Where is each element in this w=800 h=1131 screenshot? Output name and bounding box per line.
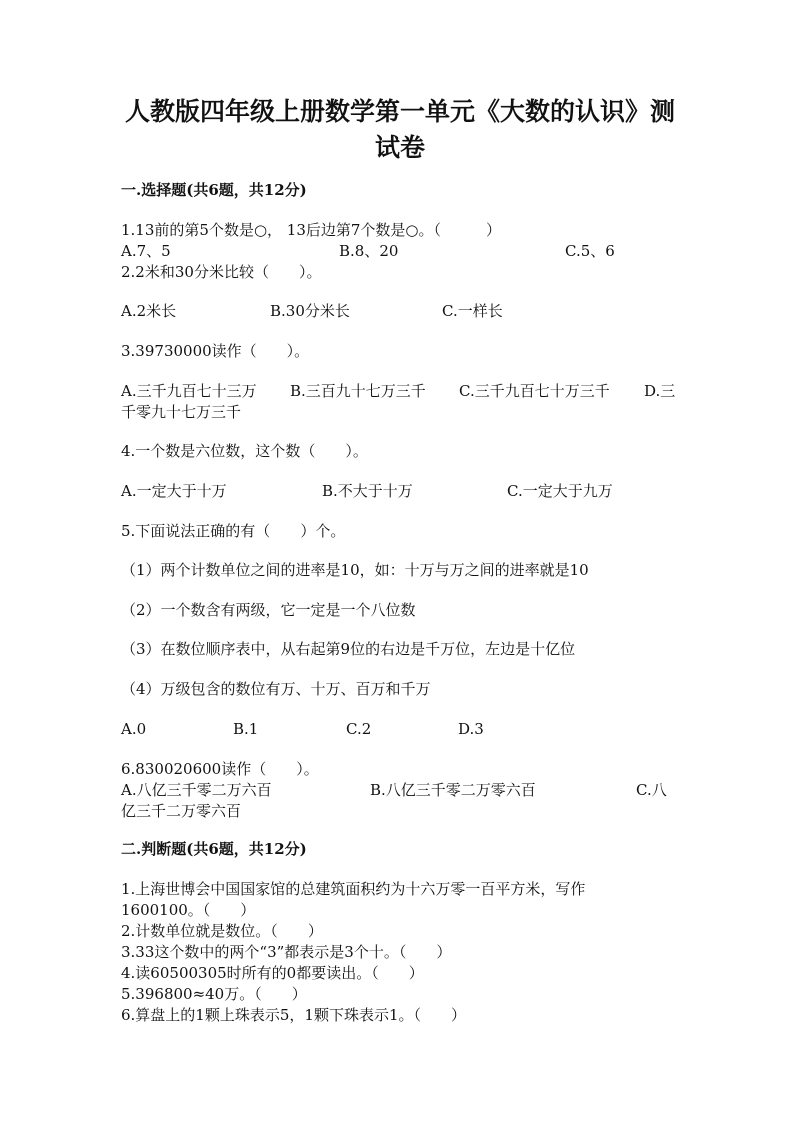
page-title-line1: 人教版四年级上册数学第一单元《大数的认识》测 [124,97,675,126]
judge-5: 5.396800≈40万。（ ） [121,985,307,1003]
judge-4: 4.读60500305时所有的0都要读出。（ ） [121,964,424,982]
q5-statement-1: （1）两个计数单位之间的进率是10，如：十万与万之间的进率就是10 [121,561,589,579]
q3-option-b: B.三百九十七万三千 [290,382,426,400]
q6-stem: 6.830020600读作（ ）。 [121,760,319,778]
judge-2: 2.计数单位就是数位。（ ） [121,922,323,940]
judge-3: 3.33这个数中的两个“3”都表示是3个十。（ ） [121,943,452,961]
section1-heading: 一.选择题(共6题，共12分) [121,181,307,199]
q2-stem: 2.2米和30分米比较（ ）。 [121,263,322,281]
q5-statement-4: （4）万级包含的数位有万、十万、百万和千万 [121,680,431,698]
judge-6: 6.算盘上的1颗上珠表示5，1颗下珠表示1。（ ） [121,1006,466,1024]
q4-option-c: C.一定大于九万 [507,482,613,500]
q3-option-d-continued: 千零九十七万三千 [121,403,242,421]
q4-option-a: A.一定大于十万 [121,482,227,500]
q2-option-c: C.一样长 [442,302,503,320]
q5-statement-2: （2）一个数含有两级，它一定是一个八位数 [121,601,416,619]
q3-option-a: A.三千九百七十三万 [121,382,257,400]
q6-option-b: B.八亿三千零二万零六百 [370,781,536,799]
q5-option-a: A.0 [121,720,147,738]
q3-option-d: D.三 [644,382,676,400]
q2-option-a: A.2米长 [121,302,177,320]
q5-option-c: C.2 [346,720,372,738]
q1-stem: 1.13前的第5个数是○， 13后边第7个数是○。（ ） [121,221,502,239]
section2-heading: 二.判断题(共6题，共12分) [121,840,307,858]
q6-option-a: A.八亿三千零二万六百 [121,781,272,799]
judge-1-line1: 1.上海世博会中国国家馆的总建筑面积约为十六万零一百平方米，写作 [121,880,586,898]
q4-stem: 4.一个数是六位数，这个数（ ）。 [121,442,368,460]
q5-stem: 5.下面说法正确的有（ ）个。 [121,522,346,540]
q3-option-c: C.三千九百七十万三千 [459,382,610,400]
q6-option-c: C.八 [636,781,667,799]
q1-option-c: C.5、6 [565,242,615,260]
q5-option-b: B.1 [233,720,259,738]
q5-option-d: D.3 [458,720,484,738]
q2-option-b: B.30分米长 [270,302,350,320]
q1-option-b: B.8、20 [339,242,399,260]
q3-stem: 3.39730000读作（ ）。 [121,342,310,360]
page-title-line2: 试卷 [374,133,425,162]
q4-option-b: B.不大于十万 [322,482,413,500]
q6-option-c-continued: 亿三千二万零六百 [121,802,242,820]
q1-option-a: A.7、5 [121,242,171,260]
q5-statement-3: （3）在数位顺序表中，从右起第9位的右边是千万位，左边是十亿位 [121,640,576,658]
judge-1-line2: 1600100。（ ） [121,901,256,919]
